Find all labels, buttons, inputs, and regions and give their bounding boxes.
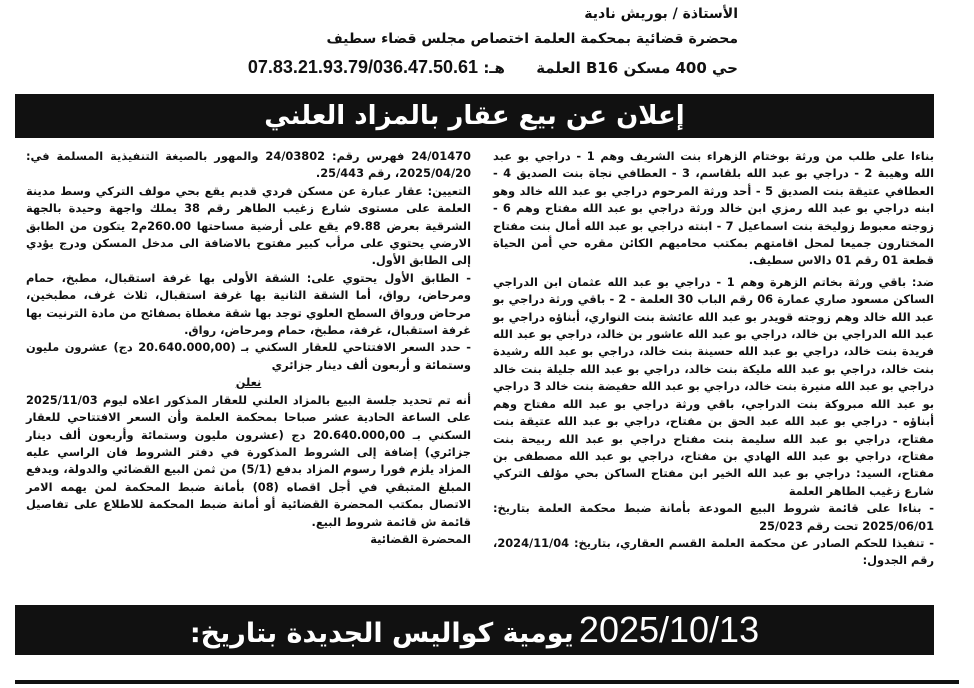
bailiff-address: حي 400 مسكن B16 العلمة [536, 59, 738, 77]
footer-banner [15, 605, 934, 655]
judgment-paragraph: - تنفيذا للحكم الصادر عن محكمة العلمة القسم العقاري، بتاريخ: 2024/11/04، رقم الجدول: [493, 535, 934, 568]
title-banner [15, 94, 934, 138]
conditions-paragraph: - بناءا على قائمة شروط البيع المودعة بأمانة ضبط محكمة العلمة بتاريخ: 2025/06/01 تحت رقم 25/023 [493, 501, 934, 533]
bailiff-name: الأستاذة / بوريش نادية [584, 6, 738, 22]
property-description: التعيين: عقار عبارة عن مسكن فردي قديم يقع بحي مولف التركي وسط مدينة العلمة على مستوى شارع زغيب الطاهر رقم 38 يملك واجهة وحيدة بالجهة الشرقية بعرض 9.88م يقع على أرضية مساحتها 260.00م2 يتكون من الطابق الارضي يحتوي على مرأب كبير مفتوح بالاضافة الى مدخل المسكن ودرج يؤدي إلى الطابق الأول. [26, 183, 471, 268]
index-paragraph: 24/01470 فهرس رقم: 24/03802 والمهور بالصيغة التنفيذية المسلمة في: 2025/04/20، رقم 25/443. [26, 149, 471, 181]
publication-date: 2025/10/13 [578, 609, 760, 650]
announcement-title: إعلان عن بيع عقار بالمزاد العلني [264, 101, 685, 131]
bailiff-office: محضرة قضائية بمحكمة العلمة اختصاص مجلس قضاء سطيف [326, 31, 738, 47]
auction-details: أنه تم تحديد جلسة البيع بالمزاد العلني للعقار المذكور اعلاه ليوم 2025/11/03 على الساعة الحادية عشر صباحا بمحكمة العلمة وأن السعر الافتتاحي للعقار السكني بـ 20.640.000,00 دج (عشرون مليون وستمائة وأربعون ألف دينار جزائري) إضافة إلى الشروط المذكورة في دفتر الشروط فان الراسي عليه المزاد يلزم فورا رسوم المزاد بدفع (5/1) من ثمن البيع القضائي والدولة، ويدفع المبلغ المتبقي في أجل اقصاه (08) بأمانة ضبط المحكمة لمن يهمه الامر الاتصال بمكتب المحضرة القضائية أو أمانة ضبط المحكمة للاطلاع على تفاصيل قائمة ش قائمة شروط البيع. [26, 392, 472, 529]
phone-label: هـ: [483, 59, 505, 77]
notice-heading: نعلن [235, 375, 262, 390]
defendants-paragraph: ضد: باقي ورثة بخاتم الزهرة وهم 1 - دراجي بو عبد الله عثمان ابن الدراجي الساكن مسعود صاري عمارة 06 رقم الباب 30 العلمة - 2 - باقي ورثة دراجي بو عبد الله خالد وهم زوجته قويدر بو عبد الله عائشة بنت النواري، أبناؤه دراجي بو عبد الله الدراجي بن خالد، دراجي بو عبد الله عاشور بن خالد، دراجي بو عبد الله فريدة بنت خالد، دراجي بو عبد الله حسينة بنت خالد، دراجي بو عبد الله رشيدة بنت خالد، دراجي بو عبد الله مليكة بنت خالد، دراجي بو عبد الله جليلة بنت خالد دراجي بو عبد الله منيرة بنت خالد، دراجي بو عبد الله حفيضة بنت خالد 3 دراجي بو عبد الله مبروكة بنت الدراجي، باقي ورثة دراجي بو عبد الله مفتاح وهم أبناؤه - دراجي بو عبد الله عبد الحق بن مفتاح، دراجي بو عبد الله عتيقة بنت مفتاح، دراجي بو عبد الله سليمة بنت مفتاح دراجي بو عبد الله ربيحة بنت مفتاح، دراجي بو عبد الله الهادي بن مفتاح، دراجي بو عبد الله مصطفى بن مفتاح، السيد: دراجي بو عبد الله الخير ابن مفتاح الساكن بحي مؤلف التركي شارع زغيب الطاهر العلمة [493, 274, 935, 498]
left-column [26, 148, 471, 548]
first-floor-description: - الطابق الأول يحتوي على: الشقة الأولى بها غرفة استقبال، مطبخ، حمام ومرحاض، رواق، أما الشقة الثانية بها غرفة استقبال، ثلاث غرف، مطبخين، مرحاض ورواق السطح العلوي توجد بها شقة مغطاة بصفائح من مادة الترنيت بها غرفة استقبال، غرفة، مطبخ، حمام ومرحاض، رواق. [26, 270, 471, 338]
signature: المحضرة القضائية [370, 531, 471, 546]
bottom-rule [15, 680, 959, 684]
newspaper-name: يومية كواليس الجديدة بتاريخ: [189, 618, 574, 649]
opening-price: - حدد السعر الافتتاحي للعقار السكني بـ (20.640.000,00 دج) عشرون مليون وستمائة و أربعون ألف دينار جزائري [26, 340, 471, 372]
bailiff-contact [248, 57, 738, 78]
plaintiffs-paragraph: بناءا على طلب من ورثة بوختام الزهراء بنت الشريف وهم 1 - دراجي بو عبد الله وهيبة 2 - دراجي بو عبد الله بلقاسم، 3 - العطافي نجاة بنت الصديق 4 - العطافي عتيقة بنت الصديق 5 - أحد ورثة المرحوم دراجي بو عبد الله خالد وهو ابنه دراجي بو عبد الله رمزي ابن خالد ورثة دراجي بو عبد الله مفتاح وهم 6 - زوجته معبوط زوليخة بنت اسماعيل 7 - ابنته دراجي بو عبد الله أمال بنت مفتاح المختارون جميعا لمحل اقامتهم بمكتب محاميهم الكائن مقره حي أمن الحياة قطعة 01 رقم 01 دالاس سطيف. [493, 149, 935, 268]
right-column [493, 148, 934, 570]
phone-numbers: 07.83.21.93.79/036.47.50.61 [247, 57, 479, 77]
publication-line [15, 605, 934, 655]
